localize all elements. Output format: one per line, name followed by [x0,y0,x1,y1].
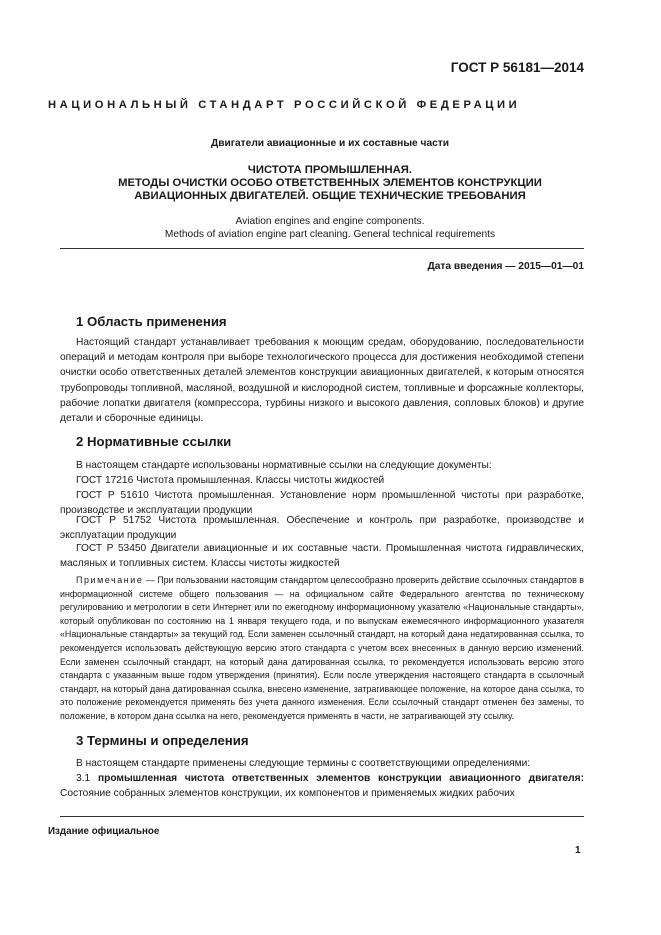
edition-label: Издание официальное [48,826,160,837]
section-3-intro: В настоящем стандарте применены следующие термины с соответствующими определениями: [76,758,531,769]
note-label: Примечание [76,575,144,585]
term-number: 3.1 [76,773,98,784]
reference-item: ГОСТ 17216 Чистота промышленная. Классы чистоты жидкостей [76,475,385,486]
page-number: 1 [575,845,581,856]
reference-item: ГОСТ Р 51752 Чистота промышленная. Обеспечение и контроль при разработке, производстве и эксплуатации продукции [60,515,584,542]
reference-item: ГОСТ Р 53450 Двигатели авиационные и их составные части. Промышленная чистота гидравлических, масляных и топливных систем. Классы чистоты жидкостей [60,543,584,570]
title-group: Двигатели авиационные и их составные части [210,138,450,149]
english-title-line-1: Aviation engines and engine components. [235,216,425,227]
section-1-heading: 1 Область применения [76,314,227,329]
term-name: промышленная чистота ответственных элементов конструкции авиационного двигателя: [97,773,584,784]
title-line-3: АВИАЦИОННЫХ ДВИГАТЕЛЕЙ. ОБЩИЕ ТЕХНИЧЕСКИЕ ТРЕБОВАНИЯ [134,190,526,202]
section-3-heading: 3 Термины и определения [76,733,249,748]
title-divider [60,248,584,249]
title-line-1: ЧИСТОТА ПРОМЫШЛЕННАЯ. [247,164,413,176]
section-2-intro: В настоящем стандарте использованы нормативные ссылки на следующие документы: [76,460,492,471]
term-definition-text: Состояние собранных элементов конструкции, их компонентов и применяемых жидких рабочих [60,788,515,800]
document-number: ГОСТ Р 56181—2014 [450,60,584,75]
national-standard-banner: НАЦИОНАЛЬНЫЙ СТАНДАРТ РОССИЙСКОЙ ФЕДЕРАЦИИ [48,99,521,111]
note-text: — При пользовании настоящим стандартом целесообразно проверить действие ссылочных стандартов в информационной системе общего пользования — на официальном сайте Федерального агентства по техническому регулированию и метрологии в сети Интернет или по ежегодному информационному указателю «Национальные стандарты», который опубликован по состоянию на 1 января текущего года, и по выпускам ежемесячного информационного указателя «Национальные стандарты» за текущий год. Если заменен ссылочный стандарт, на который дана недатированная ссылка, то рекомендуется использовать действующую версию этого стандарта с учетом всех внесенных в данную версию изменений. Если заменен ссылочный стандарт, на который дана датированная ссылка, то рекомендуется использовать версию этого стандарта с указанным выше годом утверждения (принятия). Если после утверждения настоящего стандарта в ссылочный стандарт, на который дана датированная ссылка, внесено изменение, затрагивающее положение, на которое дана ссылка, то это положение рекомендуется применять без учета данного изменения. Если ссылочный стандарт отменен без замены, то положение, в котором дана ссылка на него, рекомендуется применять в части, не затрагивающей эту ссылку. [60,575,584,721]
term-definition [60,771,584,801]
section-2-heading: 2 Нормативные ссылки [76,434,232,449]
introduction-date: Дата введения — 2015—01—01 [427,261,584,272]
section-1-text: Настоящий стандарт устанавливает требования к моющим средам, оборудованию, последовательности операций и методам контроля при выборе технологического процесса для достижения необходимой степени очистки особо ответственных деталей элементов конструкции авиационных двигателей, к которым относятся трубопроводы топливной, масляной, воздушной и кислородной систем, топливные и форсажные коллекторы, рабочие лопатки двигателя (компрессора, турбины низкого и высокого давления, сопловых блоков) и другие детали и сборочные единицы. [60,337,584,425]
reference-item: ГОСТ Р 51610 Чистота промышленная. Установление норм промышленной чистоты при разработке, производстве и эксплуатации продукции [60,490,584,517]
footer-divider [60,816,584,817]
english-title-line-2: Methods of aviation engine part cleaning. General technical requirements [164,229,496,240]
references-note [60,574,584,724]
title-line-2: МЕТОДЫ ОЧИСТКИ ОСОБО ОТВЕТСТВЕННЫХ ЭЛЕМЕНТОВ КОНСТРУКЦИИ [118,177,542,189]
